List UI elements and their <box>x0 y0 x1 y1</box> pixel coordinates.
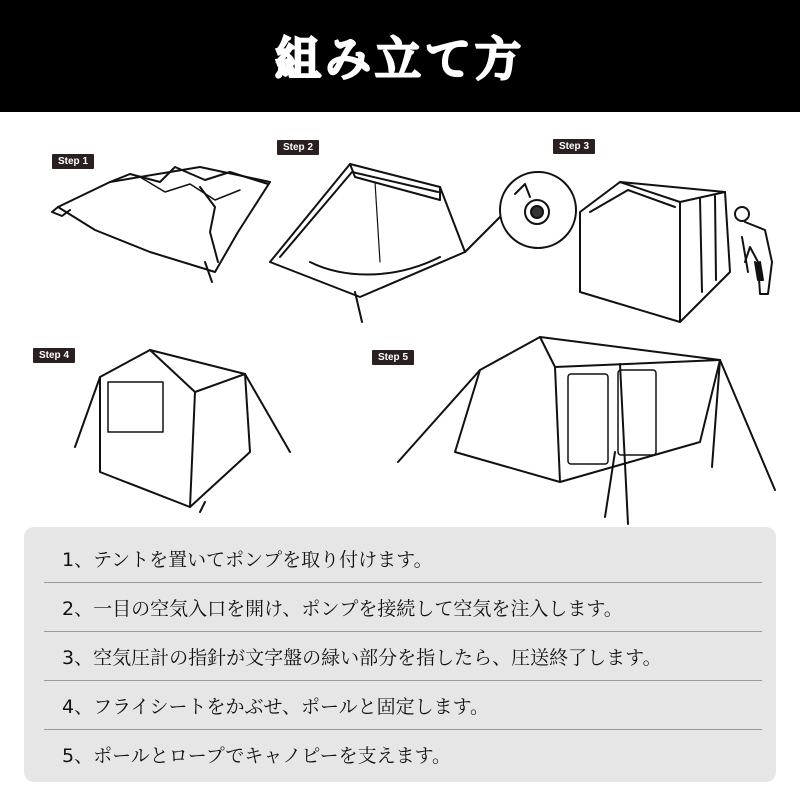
step-row-1 <box>44 534 762 583</box>
step-5-badge: Step 5 <box>372 350 414 365</box>
step-2-text: 2、一目の空気入口を開け、ポンプを接続して空気を注入します。 <box>62 597 623 620</box>
step-2-badge: Step 2 <box>277 140 319 155</box>
assembly-illustrations <box>0 112 800 527</box>
step-1-badge: Step 1 <box>52 154 94 169</box>
step-5-illustration <box>0 112 800 527</box>
step-row-4 <box>44 681 762 730</box>
step-row-2 <box>44 583 762 632</box>
step-4-text: 4、フライシートをかぶせ、ポールと固定します。 <box>62 695 490 718</box>
step-1-text: 1、テントを置いてポンプを取り付けます。 <box>62 548 433 571</box>
step-3-badge: Step 3 <box>553 139 595 154</box>
step-5-text: 5、ポールとロープでキャノピーを支えます。 <box>62 745 452 767</box>
step-3-text: 3、空気圧計の指針が文字盤の緑い部分を指したら、圧送終了します。 <box>62 646 662 669</box>
page-header <box>0 0 800 112</box>
step-row-3 <box>44 632 762 681</box>
steps-panel <box>24 527 776 782</box>
step-4-badge: Step 4 <box>33 348 75 363</box>
page-title: 組み立て方 <box>275 32 525 86</box>
step-row-5 <box>44 730 762 779</box>
